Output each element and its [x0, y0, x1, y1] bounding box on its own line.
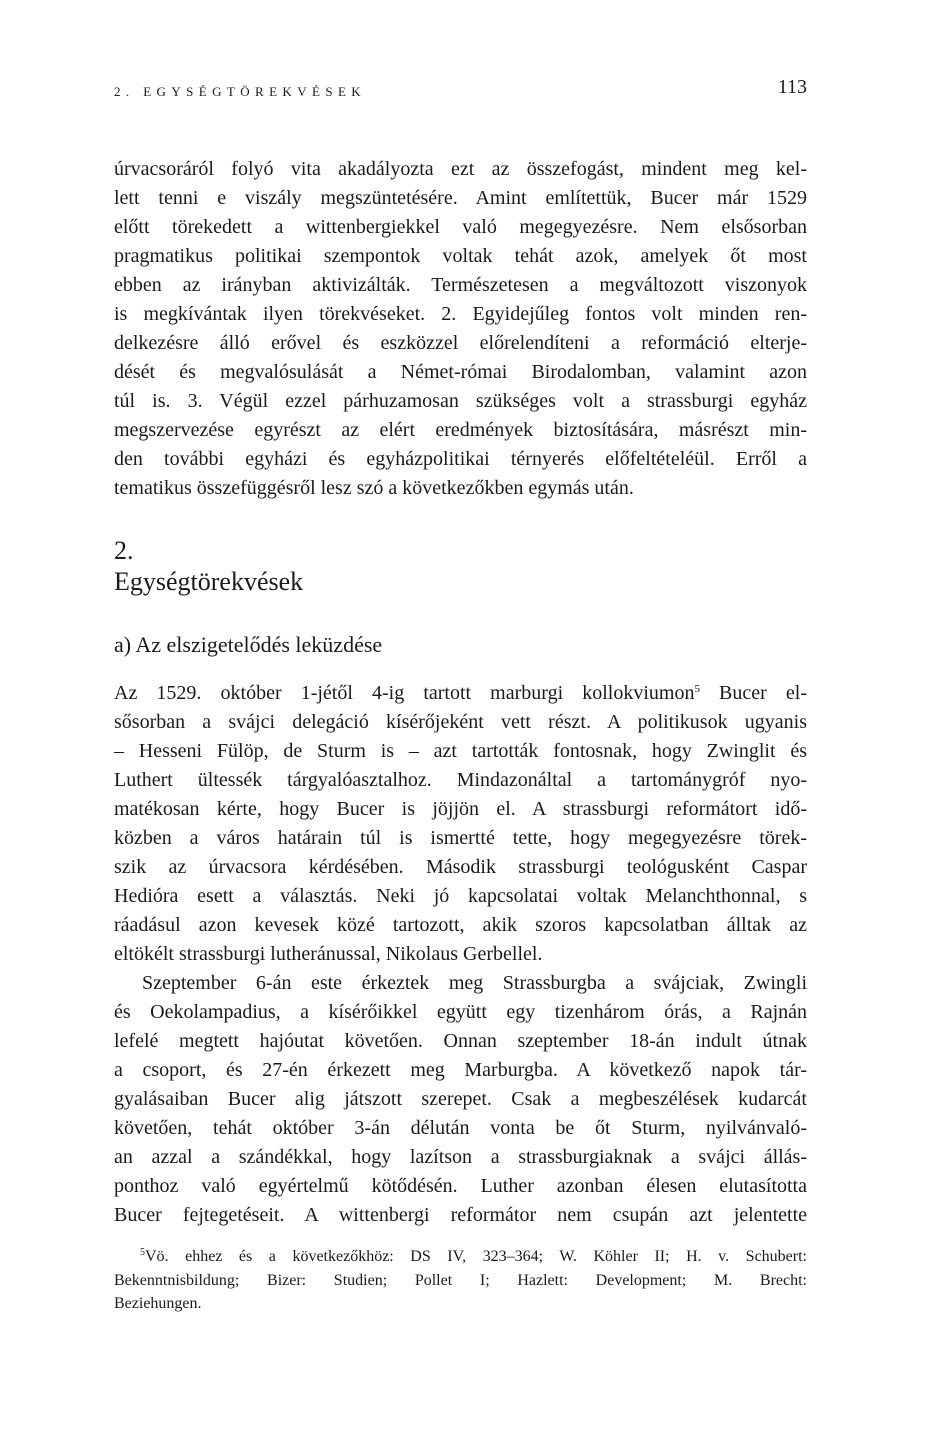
text-line: lett tenni e viszály megszüntetésére. Amint említettük, Bucer már 1529 [114, 187, 807, 209]
text-segment: Bucer el- [699, 682, 807, 704]
subsection-heading: a) Az elszigetelődés leküzdése [114, 632, 383, 657]
text-line: – Hesseni Fülöp, de Sturm is – azt tartották fontosnak, hogy Zwinglit és [114, 740, 807, 762]
footnote-line: Beziehungen. [114, 1295, 202, 1312]
text-line: előtt törekedett a wittenbergiekkel való megegyezésre. Nem elsősorban [114, 216, 807, 238]
text-segment: Vö. ehhez és a következőkhöz: DS IV, 323–364; W. Köhler II; H. v. Schubert: [145, 1248, 807, 1265]
text-line: ráadásul azon kevesek közé tartozott, akik szoros kapcsolatban álltak az [114, 914, 807, 936]
text-line: pragmatikus politikai szempontok voltak tehát azok, amelyek őt most [114, 245, 807, 267]
text-line: matékosan kérte, hogy Bucer is jöjjön el. A strassburgi reformátort idő- [114, 798, 807, 820]
text-line: szik az úrvacsora kérdésében. Második strassburgi teológusként Caspar [114, 856, 807, 878]
text-line: lefelé megtett hajóutat követően. Onnan szeptember 18-án indult útnak [114, 1030, 807, 1052]
text-line: Luthert ültessék tárgyalóasztalhoz. Mindazonáltal a tartománygróf nyo- [114, 769, 807, 791]
text-line: tematikus összefüggésről lesz szó a következőkben egymás után. [114, 477, 634, 499]
text-line: úrvacsoráról folyó vita akadályozta ezt az összefogást, mindent meg kel- [114, 158, 807, 180]
text-line: követően, tehát október 3-án délután vonta be őt Sturm, nyilvánvaló- [114, 1117, 807, 1139]
text-segment: Az 1529. október 1-jétől 4-ig tartott marburgi kollokviumon [114, 682, 695, 704]
text-line: an azzal a szándékkal, hogy lazítson a strassburgiaknak a svájci állás- [114, 1146, 807, 1168]
text-line: eltökélt strassburgi lutheránussal, Nikolaus Gerbellel. [114, 943, 543, 965]
footnote-line: Bekenntnisbildung; Bizer: Studien; Pollet I; Hazlett: Development; M. Brecht: [114, 1272, 807, 1289]
text-line: a csoport, és 27-én érkezett meg Marburgba. A következő napok tár- [114, 1059, 807, 1081]
text-line: és Oekolampadius, a kísérőikkel együtt egy tizenhárom órás, a Rajnán [114, 1001, 807, 1023]
text-line: Hedióra esett a választás. Neki jó kapcsolatai voltak Melanchthonnal, s [114, 885, 807, 907]
text-line: közben a város határain túl is ismertté tette, hogy megegyezésre törek- [114, 827, 807, 849]
text-line: Szeptember 6-án este érkeztek meg Strassburgba a svájciak, Zwingli [142, 972, 807, 994]
footnote-reference[interactable]: 5 [694, 683, 700, 695]
footnote-line [114, 1247, 807, 1267]
text-line: ebben az irányban aktivizálták. Természetesen a megváltozott viszonyok [114, 274, 807, 296]
text-line: megszervezése egyrészt az elért eredmények biztosítására, másrészt min- [114, 419, 807, 441]
text-line: den további egyházi és egyházpolitikai térnyerés előfeltételéül. Erről a [114, 448, 807, 470]
text-line: gyalásaiban Bucer alig játszott szerepet. Csak a megbeszélések kudarcát [114, 1088, 807, 1110]
page-number: 113 [777, 76, 807, 98]
text-line: Bucer fejtegetéseit. A wittenbergi reformátor nem csupán azt jelentette [114, 1204, 807, 1226]
section-number: 2. [114, 536, 134, 565]
running-head [114, 76, 807, 100]
text-line: sősorban a svájci delegáció kísérőjeként vett részt. A politikusok ugyanis [114, 711, 807, 733]
text-line: ponthoz való egyértelmű kötődésén. Luther azonban élesen elutasította [114, 1175, 807, 1197]
section-title: Egységtörekvések [114, 567, 304, 596]
text-line: túl is. 3. Végül ezzel párhuzamosan szükséges volt a strassburgi egyház [114, 390, 807, 412]
text-line: dését és megvalósulását a Német-római Birodalomban, valamint azon [114, 361, 807, 383]
text-line: delkezésre álló erővel és eszközzel előrelendíteni a reformáció elterje- [114, 332, 807, 354]
text-line [114, 681, 807, 705]
footnote-number: 5 [140, 1247, 145, 1258]
text-line: is megkívántak ilyen törekvéseket. 2. Egyidejűleg fontos volt minden ren- [114, 303, 807, 325]
running-title: 2. EGYSÉGTÖREKVÉSEK [114, 84, 367, 99]
